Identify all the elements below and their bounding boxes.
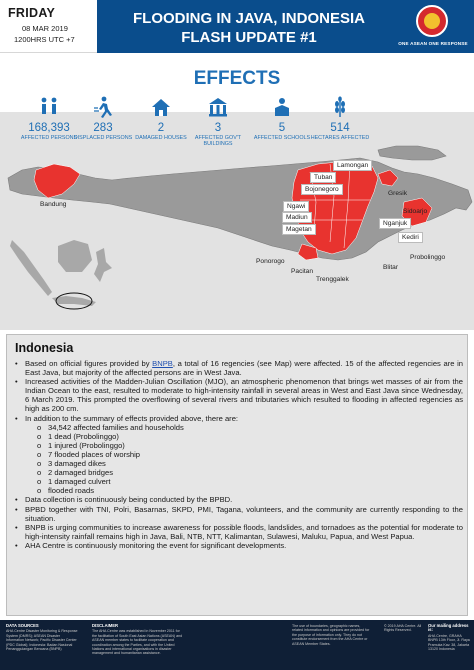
bullet-text: Based on official figures provided by <box>25 359 153 368</box>
stat-label: AFFECTED GOV'T BUILDINGS <box>194 135 242 148</box>
sub-item: o 3 damaged dikes <box>15 459 463 468</box>
stat-hectares-affected <box>307 96 373 141</box>
logo-tagline: ONE ASEAN ONE RESPONSE <box>398 41 468 46</box>
stat-label: AFFECTED SCHOOLS <box>253 135 311 141</box>
stat-label: AFFECTED PERSONS <box>20 135 78 141</box>
report-time: 1200HRS UTC +7 <box>14 35 75 44</box>
stat-value: 283 <box>93 122 113 134</box>
header-bar <box>0 0 474 53</box>
sub-item: o 7 flooded places of worship <box>15 450 463 459</box>
sub-item: o 2 damaged bridges <box>15 468 463 477</box>
bullet-response: • BPBD together with TNI, Polri, Basarnas, SKPD, PMI, Tagana, volunteers, and the community are currently responding to the situation. <box>15 505 463 523</box>
map-label-blitar: Blitar <box>383 264 399 271</box>
school-icon <box>271 96 293 118</box>
footer-sources <box>6 624 78 651</box>
stat-label: DISPLACED PERSONS <box>73 135 133 141</box>
panel-content <box>15 359 463 550</box>
bullet-mjo: • Increased activities of the Madden-Julian Oscillation (MJO), an atmospheric phenomenon that brings wet masses of air from the Indian Ocean to the east, resulted to moderate to high-intensity rainfall in several areas in West and East Java since Wednesday, 6 March 2019. This prompted the overflowing of several rivers and tributaries which resulted to flooding in affected regencies as high as 200 cm. <box>15 377 463 413</box>
house-icon <box>150 96 172 118</box>
building-icon <box>207 96 229 118</box>
footer-disclaimer-text: The AHA Centre was established in November 2011 for the facilitation of South East Asian Nations (ASEAN) and ASEAN member states to facilitate cooperation and coordination among the Parties, and with the United Nations and international organisations in disaster management and humanitarian assistance. <box>92 629 183 656</box>
date-block <box>0 0 97 53</box>
footer-disclaimer-title: DISCLAIMER <box>92 623 119 628</box>
footer-sources-text: AHA Centre Disaster Monitoring & Response System (DMRS); ASEAN Disaster Information Network; Pacific Disaster Center (PDC Global); Indonesia: Badan Nasional Penanggulangan Bencana (BNPB) <box>6 629 78 652</box>
sub-item: o 1 injured (Probolinggo) <box>15 441 463 450</box>
map-label-tuban: Tuban <box>310 172 336 183</box>
bullet-text: , a total of 16 regencies (see Map) were affected. 15 of the affected regencies are in East Java, but majority of the affected persons are in West Java. <box>25 359 463 378</box>
sub-item: o 34,542 affected families and households <box>15 423 463 432</box>
map-label-bojonegoro: Bojonegoro <box>301 184 343 195</box>
map-label-magetan: Magetan <box>282 224 316 235</box>
report-date: 08 MAR 2019 <box>22 24 68 33</box>
map-label-lamongan: Lamongan <box>333 160 372 171</box>
page-title <box>114 9 384 47</box>
map-label-ngawi: Ngawi <box>283 201 309 212</box>
map-label-nganjuk: Nganjuk <box>379 218 411 229</box>
effects-heading: EFFECTS <box>193 68 281 89</box>
bullet-awareness: • BNPB is urging communities to increase awareness for possible floods, landslides, and tornadoes as the potential for moderate to high-intensity rainfall remains high in Java, Bali, NTB, NTT, Kalimantan, Sulawesi, Maluku, Papua, and West Papua. <box>15 523 463 541</box>
report-day: FRIDAY <box>8 6 56 20</box>
map-label-sidoarjo: Sidoarjo <box>403 208 428 215</box>
bullet-summary-intro: • In addition to the summary of effects provided above, there are: <box>15 414 463 423</box>
map-label-gresik: Gresik <box>388 190 408 197</box>
sub-item: o flooded roads <box>15 486 463 495</box>
footer-contact-title: Our mailing address is: <box>428 623 469 633</box>
stat-displaced-persons <box>70 96 136 141</box>
map-label-ponorogo: Ponorogo <box>256 258 285 265</box>
footer-contact <box>428 624 472 651</box>
map-label-bandung: Bandung <box>40 201 67 208</box>
affected-persons-icon <box>38 96 60 118</box>
stat-value: 2 <box>157 122 165 134</box>
bullet-affected-regencies <box>15 359 463 377</box>
title-line-1: FLOODING IN JAVA, INDONESIA <box>133 10 365 27</box>
madura-island-shape <box>378 146 446 160</box>
footer-contact-text: AHA Centre, GRAHA BNPB 13th Floor, Jl. Raya Pramuka Kav. 38, Jakarta 13120 Indonesia <box>428 633 470 652</box>
displaced-persons-icon <box>92 96 114 118</box>
map-label-probolinggo: Probolinggo <box>410 254 446 261</box>
sub-item: o 1 damaged culvert <box>15 477 463 486</box>
footer <box>0 620 474 670</box>
bullet-monitoring: • AHA Centre is continuously monitoring the event for significant developments. <box>15 541 463 550</box>
aha-centre-logo <box>392 3 474 53</box>
stat-value: 3 <box>214 122 222 134</box>
footer-sources-title: DATA SOURCES <box>6 623 39 628</box>
panel-title: Indonesia <box>15 341 74 355</box>
logo-emblem-icon <box>416 5 448 37</box>
stat-value: 168,393 <box>28 122 70 134</box>
stat-affected-schools <box>249 96 315 141</box>
stat-value: 5 <box>278 122 286 134</box>
title-line-2: FLASH UPDATE #1 <box>181 29 317 46</box>
bullet-data-collection: • Data collection is continuously being conducted by the BPBD. <box>15 495 463 504</box>
indonesia-panel <box>6 334 468 616</box>
footer-copyright <box>384 624 424 633</box>
stat-value: 514 <box>330 122 350 134</box>
map-label-kediri: Kediri <box>398 232 423 243</box>
footer-copyright-text: © 2019 AHA Centre. All Rights Reserved. <box>384 624 422 633</box>
map-label-trenggalek: Trenggalek <box>316 276 349 283</box>
map-label-pacitan: Pacitan <box>291 268 313 275</box>
bnpb-link[interactable]: BNPB <box>152 359 173 368</box>
crop-icon <box>329 96 351 118</box>
sub-item: o 1 dead (Probolinggo) <box>15 432 463 441</box>
stat-label: DAMAGED HOUSES <box>135 135 187 141</box>
footer-disclaimer-2 <box>292 624 372 646</box>
stat-affected-govt-buildings <box>185 96 251 148</box>
stat-label: HECTARES AFFECTED <box>310 135 370 141</box>
footer-disclaimer <box>92 624 184 656</box>
map-label-madiun: Madiun <box>282 212 312 223</box>
footer-disclaimer-2-text: The use of boundaries, geographic names, related information and opinions are provided for the purpose of information only. They do not constitute endorsement from the AHA Centre or ASEAN Member States. <box>292 624 370 646</box>
